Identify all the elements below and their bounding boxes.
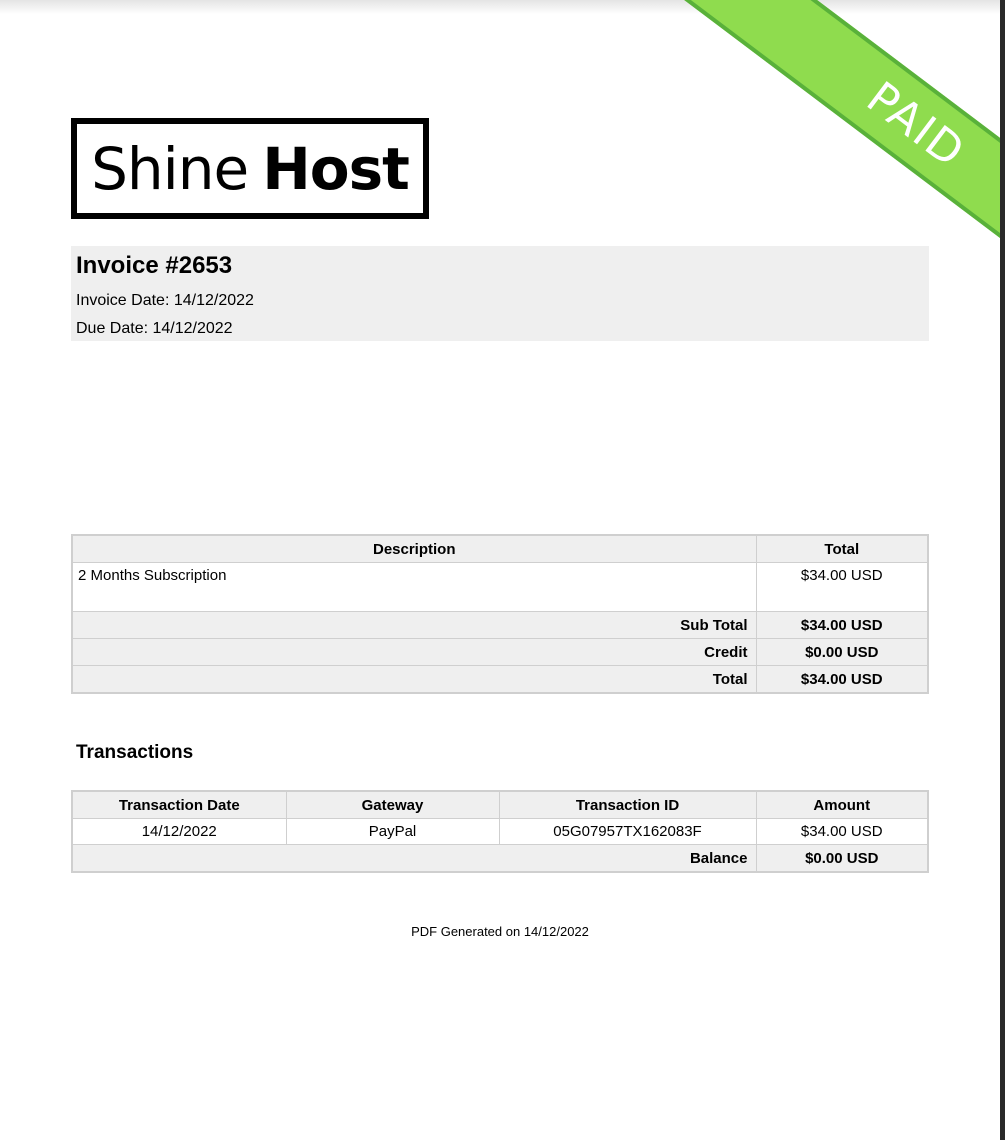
- item-description: 2 Months Subscription: [72, 563, 756, 612]
- invoice-items-table: [71, 534, 929, 694]
- transaction-id-header: Transaction ID: [499, 791, 756, 819]
- subtotal-label: Sub Total: [72, 612, 756, 639]
- amount-header: Amount: [756, 791, 928, 819]
- table-row: [72, 563, 928, 612]
- credit-label: Credit: [72, 639, 756, 666]
- company-logo: [71, 118, 429, 219]
- due-date: Due Date: 14/12/2022: [76, 320, 233, 337]
- item-total: $34.00 USD: [756, 563, 928, 612]
- credit-row: [72, 639, 928, 666]
- balance-row: [72, 845, 928, 873]
- viewer-right-edge: [1000, 0, 1005, 1140]
- transaction-date-header: Transaction Date: [72, 791, 286, 819]
- credit-value: $0.00 USD: [756, 639, 928, 666]
- table-row: [72, 819, 928, 845]
- subtotal-row: [72, 612, 928, 639]
- transaction-gateway: PayPal: [286, 819, 499, 845]
- logo-word-host: Host: [262, 134, 409, 203]
- logo-word-shine: Shine: [91, 134, 249, 203]
- balance-value: $0.00 USD: [756, 845, 928, 873]
- items-header-row: [72, 535, 928, 563]
- paid-ribbon: [678, 0, 1000, 240]
- invoice-header: [71, 246, 929, 341]
- total-row: [72, 666, 928, 694]
- balance-label: Balance: [72, 845, 756, 873]
- paid-stamp-text: PAID: [857, 71, 976, 178]
- total-value: $34.00 USD: [756, 666, 928, 694]
- transactions-table: [71, 790, 929, 873]
- gateway-header: Gateway: [286, 791, 499, 819]
- pdf-generated-note: PDF Generated on 14/12/2022: [411, 924, 589, 939]
- transactions-header-row: [72, 791, 928, 819]
- invoice-title: Invoice #2653: [76, 252, 233, 279]
- transaction-amount: $34.00 USD: [756, 819, 928, 845]
- transaction-id: 05G07957TX162083F: [499, 819, 756, 845]
- transaction-date: 14/12/2022: [72, 819, 286, 845]
- total-header: Total: [756, 535, 928, 563]
- invoice-date: Invoice Date: 14/12/2022: [76, 292, 254, 309]
- subtotal-value: $34.00 USD: [756, 612, 928, 639]
- description-header: Description: [72, 535, 756, 563]
- paid-ribbon-container: [640, 0, 1000, 240]
- total-label: Total: [72, 666, 756, 694]
- transactions-title: Transactions: [76, 742, 194, 763]
